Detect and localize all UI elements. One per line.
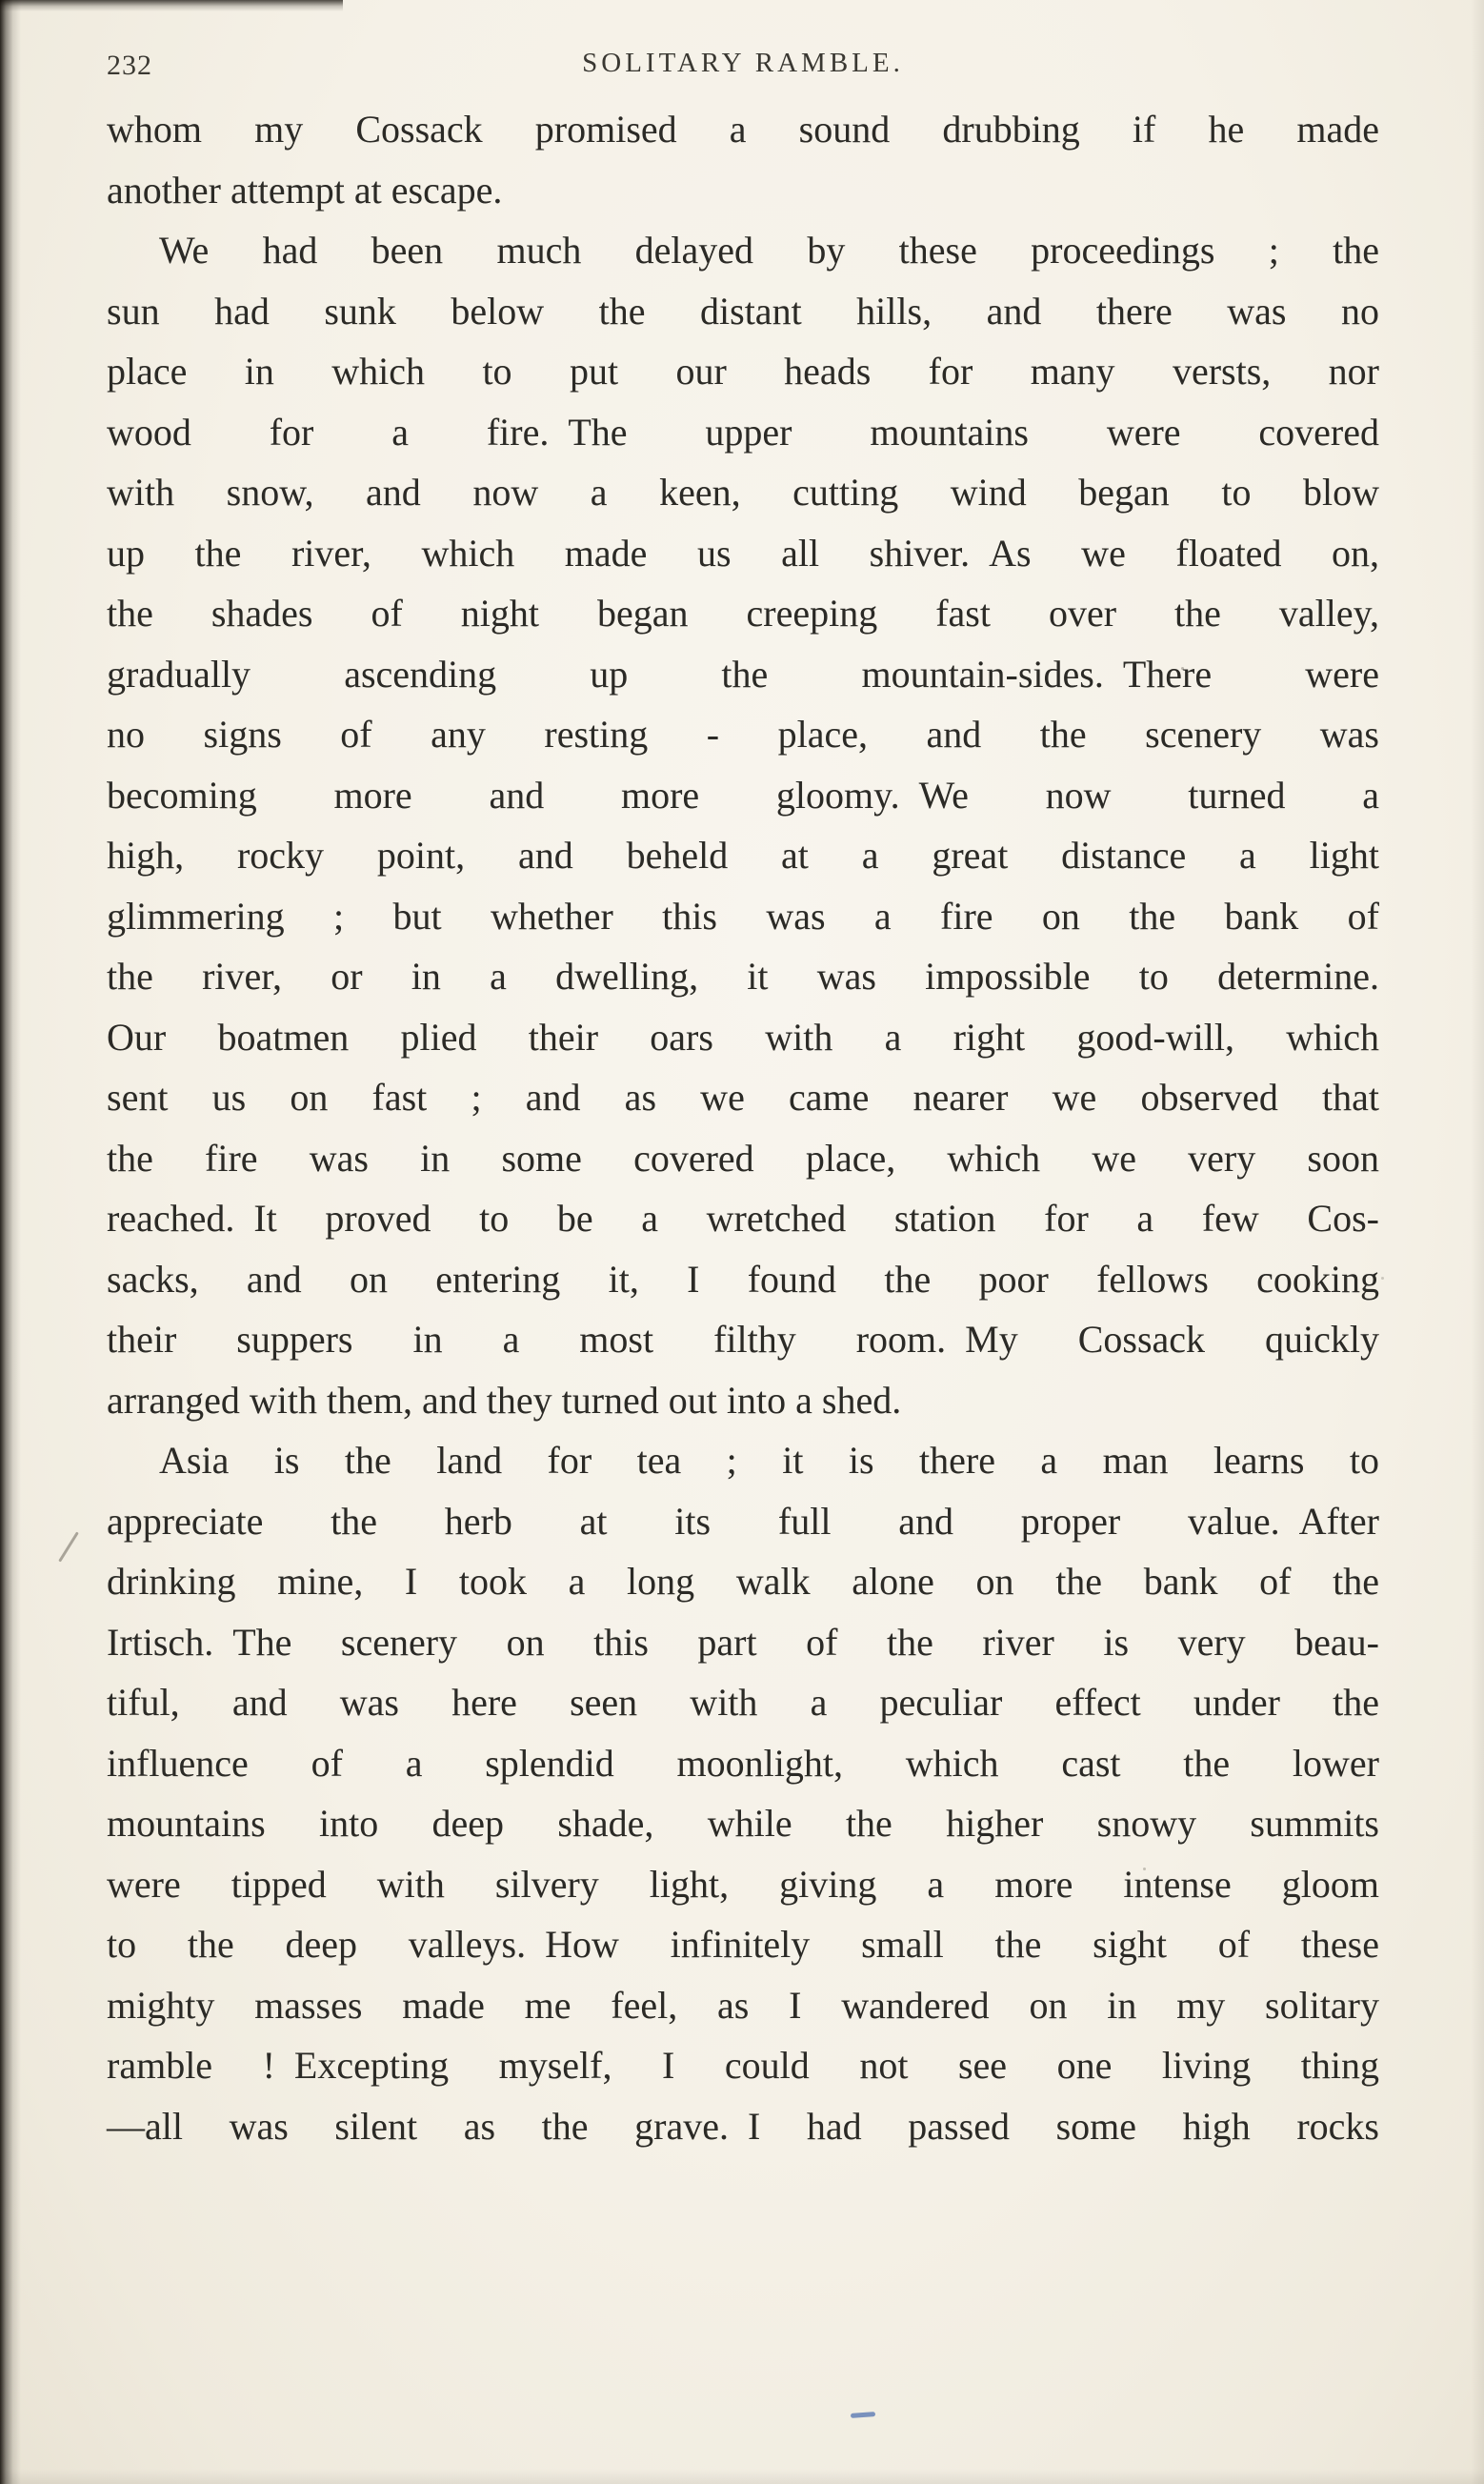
scan-shadow-top <box>0 0 343 11</box>
text-line: reached. It proved to be a wretched station for a few Cos- <box>107 1197 1379 1240</box>
text-line: —all was silent as the grave. I had passed some high rocks <box>107 2104 1379 2148</box>
text-line: appreciate the herb at its full and proper value. After <box>107 1499 1379 1543</box>
gutter-shadow-left <box>0 0 21 2484</box>
text-line: arranged with them, and they turned out into a shed. <box>107 1378 902 1422</box>
page-header <box>107 48 1379 90</box>
text-line: the river, or in a dwelling, it was impossible to determine. <box>107 955 1379 998</box>
text-line: We had been much delayed by these proceedings ; the <box>159 229 1379 272</box>
text-line: up the river, which made us all shiver. As we floated on, <box>107 531 1379 575</box>
text-line: sun had sunk below the distant hills, and there was no <box>107 289 1379 333</box>
text-line: gradually ascending up the mountain-sides. There were <box>107 652 1379 696</box>
running-title: SOLITARY RAMBLE. <box>582 48 904 78</box>
text-line: mountains into deep shade, while the higher snowy summits <box>107 1802 1379 1845</box>
text-line: were tipped with silvery light, giving a more intense gloom <box>107 1862 1379 1906</box>
page-body <box>107 99 1379 2156</box>
text-line: their suppers in a most filthy room. My Cossack quickly <box>107 1318 1379 1361</box>
text-line: Asia is the land for tea ; it is there a man learns to <box>159 1439 1379 1482</box>
text-line: the fire was in some covered place, which we very soon <box>107 1136 1379 1180</box>
text-line: becoming more and more gloomy. We now turned a <box>107 773 1379 817</box>
text-line: ramble ! Excepting myself, I could not see one living thing <box>107 2044 1379 2087</box>
text-line: mighty masses made me feel, as I wandered on in my solitary <box>107 1983 1379 2027</box>
text-line: wood for a fire. The upper mountains were covered <box>107 410 1379 454</box>
text-line: high, rocky point, and beheld at a great distance a light <box>107 834 1379 877</box>
text-line: influence of a splendid moonlight, which cast the lower <box>107 1741 1379 1785</box>
paper-speck <box>1181 667 1184 670</box>
text-line: Our boatmen plied their oars with a right good-will, which <box>107 1015 1379 1059</box>
text-line: to the deep valleys. How infinitely small the sight of these <box>107 1923 1379 1966</box>
text-line: another attempt at escape. <box>107 168 503 212</box>
text-line: glimmering ; but whether this was a fire on the bank of <box>107 894 1379 938</box>
scan-shadow-bottom <box>0 2469 1484 2484</box>
text-line: place in which to put our heads for many versts, nor <box>107 350 1379 393</box>
text-line: no signs of any resting - place, and the scenery was <box>107 713 1379 756</box>
text-line: sent us on fast ; and as we came nearer we observed that <box>107 1076 1379 1119</box>
text-line: with snow, and now a keen, cutting wind began to blow <box>107 471 1379 514</box>
page-number: 232 <box>107 50 152 81</box>
text-line: the shades of night began creeping fast over the valley, <box>107 592 1379 635</box>
text-line: Irtisch. The scenery on this part of the river is very beau- <box>107 1620 1379 1664</box>
scan-shadow-right <box>1471 0 1484 2484</box>
pencil-tick-mark <box>58 1531 79 1562</box>
text-line: whom my Cossack promised a sound drubbing if he made <box>107 108 1379 151</box>
text-line: tiful, and was here seen with a peculiar effect under the <box>107 1681 1379 1724</box>
text-line: sacks, and on entering it, I found the poor fellows cooking <box>107 1257 1379 1301</box>
blue-ink-dash-mark <box>851 2412 875 2418</box>
text-line: drinking mine, I took a long walk alone on the bank of the <box>107 1560 1379 1603</box>
